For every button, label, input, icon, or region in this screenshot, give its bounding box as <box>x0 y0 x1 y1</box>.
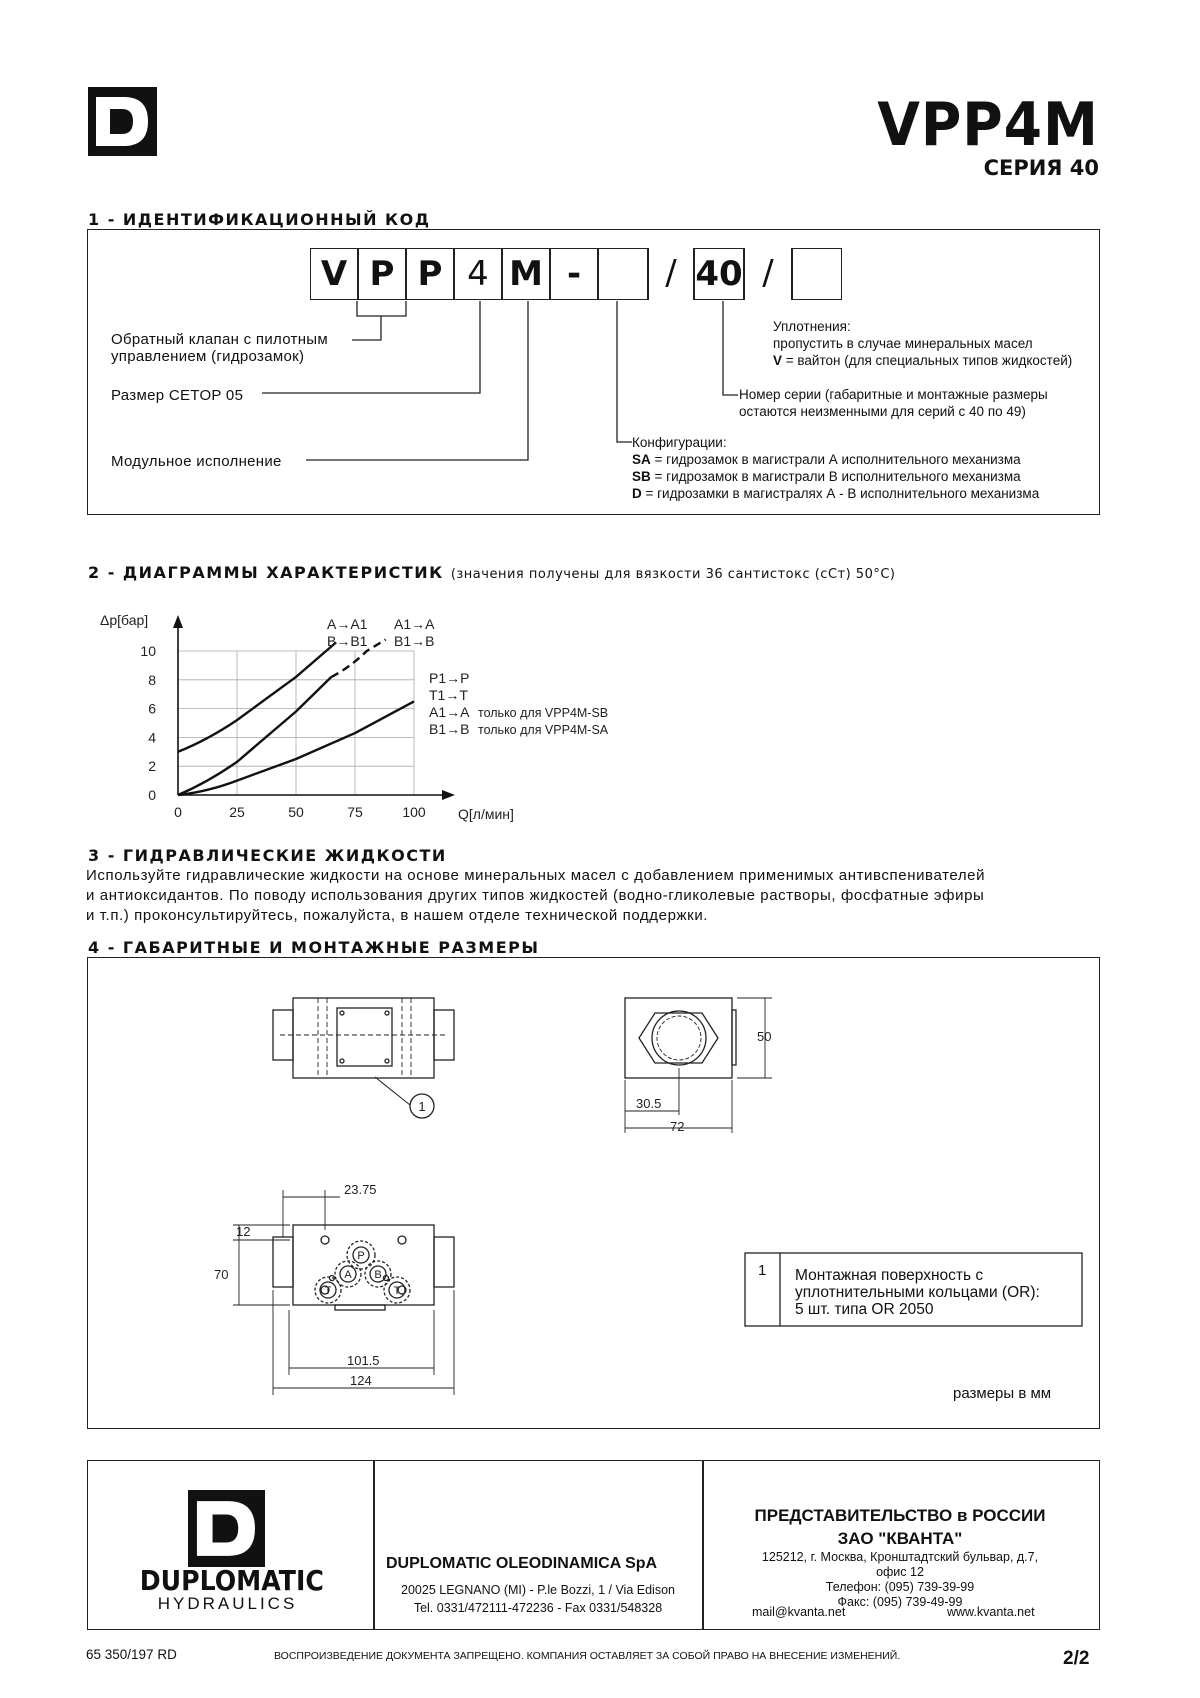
rep-mail[interactable]: mail@kvanta.net <box>752 1605 846 1619</box>
ref-marker: 1 <box>418 1099 426 1114</box>
dim-23-75: 23.75 <box>344 1182 377 1197</box>
label-valve-line1: Обратный клапан с пилотным <box>111 331 328 348</box>
code-cell: P <box>358 248 406 300</box>
seals-mineral: пропустить в случае минеральных масел <box>773 336 1033 351</box>
seals-viton-key: V <box>773 353 783 368</box>
rep-tel: Телефон: (095) 739-39-99 <box>825 1580 975 1594</box>
label-valve-line2: управлением (гидрозамок) <box>111 348 305 365</box>
annotation-label: P1→P <box>429 670 470 686</box>
footer-logo <box>188 1490 265 1567</box>
dim-70: 70 <box>214 1267 229 1282</box>
legend-line: уплотнительными кольцами (OR): <box>795 1284 1040 1301</box>
rep-company: ЗАО "КВАНТА" <box>837 1529 963 1548</box>
section3-line: и т.п.) проконсультируйтесь, пожалуйста, в нашем отделе технической поддержки. <box>86 907 709 924</box>
y-axis-label: Δp[бар] <box>100 612 149 628</box>
bottom-view-drawing <box>233 1190 454 1395</box>
footer-address-line: 20025 LEGNANO (MI) - P.le Bozzi, 1 / Via Edison <box>401 1583 675 1597</box>
section2-note: (значения получены для вязкости 36 сантистокс (сСт) 50°С) <box>450 567 896 582</box>
annotation-label: T1→T <box>429 687 468 703</box>
annotation-label: B1→B <box>429 721 470 737</box>
units-note: размеры в мм <box>953 1385 1052 1402</box>
annotation-note: только для VPP4M-SA <box>478 723 609 737</box>
x-tick-label: 0 <box>174 804 182 820</box>
annotation-label: B1→B <box>394 633 435 649</box>
section3-title: 3 - ГИДРАВЛИЧЕСКИЕ ЖИДКОСТИ <box>88 846 447 865</box>
config-sb-text: = гидрозамок в магистрали В исполнительного механизма <box>650 469 1021 484</box>
footer-divider <box>373 1460 375 1630</box>
top-view-drawing <box>273 998 454 1105</box>
y-tick-label: 2 <box>148 758 156 775</box>
annotation-label: A→A1 <box>327 616 368 632</box>
dim-72: 72 <box>670 1119 685 1134</box>
label-size: Размер CETOP 05 <box>111 387 244 404</box>
port-t-label: T <box>393 1285 401 1297</box>
port-b-label: B <box>374 1269 382 1281</box>
code-cell: - <box>550 248 598 300</box>
y-tick-label: 6 <box>148 700 156 717</box>
series-line1: Номер серии (габаритные и монтажные размеры <box>739 387 1048 402</box>
footer-company: DUPLOMATIC OLEODINAMICA SpA <box>386 1555 658 1572</box>
legend-line: 5 шт. типа OR 2050 <box>795 1301 934 1318</box>
section1-title: 1 - ИДЕНТИФИКАЦИОННЫЙ КОД <box>88 210 431 229</box>
y-tick-label: 0 <box>148 787 156 803</box>
port-a-label: A <box>344 1269 352 1281</box>
logo-d-icon <box>188 1490 265 1567</box>
product-series: СЕРИЯ 40 <box>983 156 1099 180</box>
annotation-note: только для VPP4M-SB <box>478 706 609 720</box>
dim-30-5: 30.5 <box>636 1096 662 1111</box>
legend-line: Монтажная поверхность с <box>795 1267 984 1284</box>
footer-rep <box>710 1506 1090 1610</box>
rep-web[interactable]: www.kvanta.net <box>947 1605 1035 1619</box>
port-t-label: T <box>324 1285 332 1297</box>
rep-address: 125212, г. Москва, Кронштадтский бульвар, д.7, <box>761 1550 1039 1564</box>
page-number: 2/2 <box>1063 1648 1090 1669</box>
doc-code: 65 350/197 RD <box>86 1647 177 1662</box>
code-cell: 40 <box>694 248 744 300</box>
seals-title: Уплотнения: <box>773 319 851 334</box>
code-cell: / <box>744 248 792 300</box>
code-cell: / <box>648 248 694 300</box>
section4-title: 4 - ГАБАРИТНЫЕ И МОНТАЖНЫЕ РАЗМЕРЫ <box>88 938 540 957</box>
y-tick-label: 8 <box>148 671 156 688</box>
x-tick-label: 100 <box>402 804 426 820</box>
x-tick-label: 50 <box>288 804 304 820</box>
dim-101-5: 101.5 <box>347 1353 380 1368</box>
dim-50: 50 <box>757 1029 772 1044</box>
label-modular: Модульное исполнение <box>111 453 282 470</box>
dim-124: 124 <box>350 1373 372 1388</box>
footer-address <box>386 1581 690 1617</box>
rep-fax: Факс: (095) 739-49-99 <box>837 1595 963 1609</box>
y-tick-label: 4 <box>148 729 156 746</box>
section3-line: Используйте гидравлические жидкости на основе минеральных масел с добавлением применимых антивспенивателей <box>86 867 986 884</box>
config-sb-key: SB <box>632 469 651 484</box>
seals-viton-text: = вайтон (для специальных типов жидкостей) <box>782 353 1073 368</box>
annotation-label: A1→A <box>429 704 470 720</box>
code-cell: V <box>310 248 358 300</box>
side-view-drawing <box>625 998 772 1133</box>
legend-number: 1 <box>758 1262 767 1279</box>
annotation-label: B→B1 <box>327 633 368 649</box>
config-sa-key: SA <box>632 452 651 467</box>
rep-title: ПРЕДСТАВИТЕЛЬСТВО в РОССИИ <box>754 1506 1046 1525</box>
port-p-label: P <box>357 1250 365 1262</box>
footer-brand-sub: HYDRAULICS <box>157 1594 298 1613</box>
footer-phone-line: Tel. 0331/472111-472236 - Fax 0331/548328 <box>413 1601 663 1615</box>
config-title: Конфигурации: <box>632 435 727 450</box>
config-sa-text: = гидрозамок в магистрали А исполнительного механизма <box>650 452 1021 467</box>
section3-line: и антиоксидантов. По поводу использования других типов жидкостей (водно-гликолевые растворы, фосфатные эфиры <box>86 887 985 904</box>
config-d-text: = гидрозамки в магистралях А - В исполнительного механизма <box>641 486 1040 501</box>
annotation-label: A1→A <box>394 616 435 632</box>
code-cell: 4 <box>454 248 502 300</box>
dim-12: 12 <box>236 1224 251 1239</box>
footer-brand: DUPLOMATIC <box>139 1564 324 1597</box>
code-cell: P <box>406 248 454 300</box>
x-tick-label: 25 <box>229 804 245 820</box>
section2-title-text: 2 - ДИАГРАММЫ ХАРАКТЕРИСТИК <box>88 563 444 582</box>
footer-divider <box>702 1460 704 1630</box>
x-tick-label: 75 <box>347 804 363 820</box>
config-d-key: D <box>632 486 642 501</box>
y-tick-label: 10 <box>140 643 156 659</box>
copyright-notice: ВОСПРОИЗВЕДЕНИЕ ДОКУМЕНТА ЗАПРЕЩЕНО. КОМПАНИЯ ОСТАВЛЯЕТ ЗА СОБОЙ ПРАВО НА ВНЕСЕНИЕ ИЗМЕНЕНИЙ. <box>274 1650 901 1662</box>
product-title: VPP4M <box>877 90 1099 160</box>
rep-address2: офис 12 <box>876 1565 924 1579</box>
legend-text <box>795 1267 1040 1318</box>
code-cell: M <box>502 248 550 300</box>
x-axis-label: Q[л/мин] <box>458 806 514 822</box>
series-line2: остаются неизменными для серий с 40 по 49) <box>739 404 1026 419</box>
